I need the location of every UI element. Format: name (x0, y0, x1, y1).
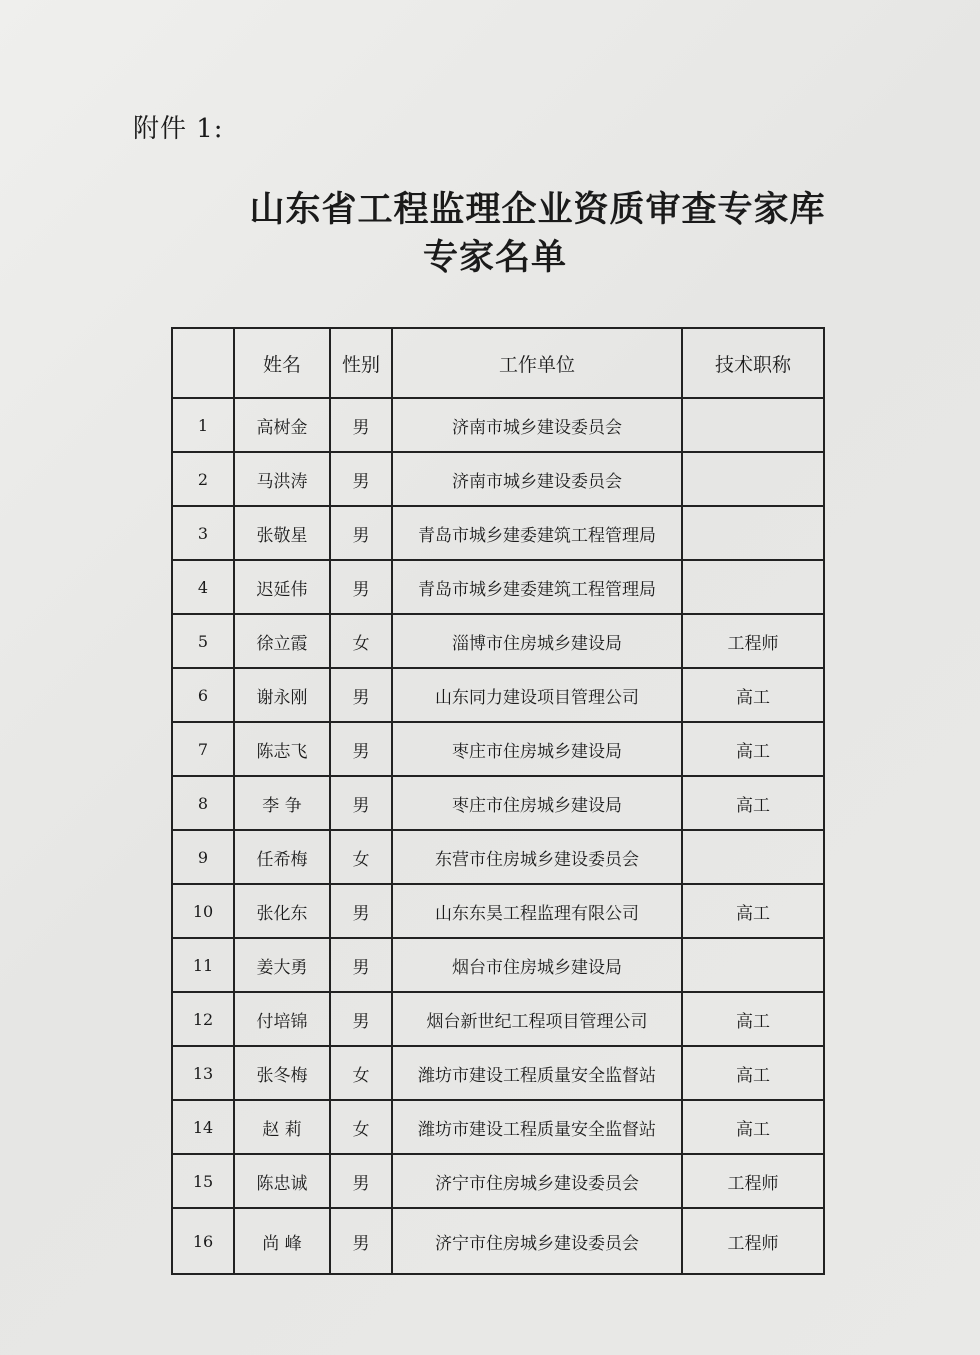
cell-organization: 枣庄市住房城乡建设局 (392, 722, 682, 776)
cell-professional-title: 工程师 (682, 614, 824, 668)
cell-name: 尚 峰 (234, 1208, 330, 1274)
cell-number: 10 (172, 884, 234, 938)
cell-professional-title: 高工 (682, 1046, 824, 1100)
cell-organization: 淄博市住房城乡建设局 (392, 614, 682, 668)
table-row (172, 452, 824, 506)
cell-organization: 济南市城乡建设委员会 (392, 398, 682, 452)
cell-number: 12 (172, 992, 234, 1046)
cell-name: 张冬梅 (234, 1046, 330, 1100)
table-row (172, 1046, 824, 1100)
table-row (172, 1100, 824, 1154)
cell-professional-title (682, 938, 824, 992)
cell-gender: 男 (330, 992, 392, 1046)
cell-organization: 青岛市城乡建委建筑工程管理局 (392, 560, 682, 614)
cell-name: 陈忠诚 (234, 1154, 330, 1208)
cell-number: 13 (172, 1046, 234, 1100)
cell-number: 9 (172, 830, 234, 884)
cell-professional-title (682, 452, 824, 506)
cell-name: 姜大勇 (234, 938, 330, 992)
cell-professional-title (682, 506, 824, 560)
cell-name: 高树金 (234, 398, 330, 452)
cell-name: 迟延伟 (234, 560, 330, 614)
cell-number: 6 (172, 668, 234, 722)
table-row (172, 992, 824, 1046)
cell-gender: 男 (330, 668, 392, 722)
header-organization: 工作单位 (392, 328, 682, 398)
cell-gender: 女 (330, 1100, 392, 1154)
cell-number: 1 (172, 398, 234, 452)
table-row (172, 1208, 824, 1274)
cell-organization: 山东同力建设项目管理公司 (392, 668, 682, 722)
cell-number: 3 (172, 506, 234, 560)
cell-gender: 男 (330, 722, 392, 776)
cell-gender: 女 (330, 614, 392, 668)
cell-gender: 男 (330, 938, 392, 992)
cell-gender: 男 (330, 776, 392, 830)
cell-number: 7 (172, 722, 234, 776)
cell-gender: 男 (330, 1154, 392, 1208)
cell-professional-title: 工程师 (682, 1208, 824, 1274)
table-row (172, 1154, 824, 1208)
cell-number: 11 (172, 938, 234, 992)
cell-number: 8 (172, 776, 234, 830)
cell-name: 李 争 (234, 776, 330, 830)
cell-name: 马洪涛 (234, 452, 330, 506)
cell-name: 张化东 (234, 884, 330, 938)
cell-name: 谢永刚 (234, 668, 330, 722)
cell-organization: 烟台新世纪工程项目管理公司 (392, 992, 682, 1046)
cell-professional-title: 高工 (682, 992, 824, 1046)
cell-organization: 山东东昊工程监理有限公司 (392, 884, 682, 938)
cell-number: 5 (172, 614, 234, 668)
cell-gender: 男 (330, 506, 392, 560)
cell-name: 赵 莉 (234, 1100, 330, 1154)
table-row (172, 398, 824, 452)
cell-name: 陈志飞 (234, 722, 330, 776)
cell-professional-title: 高工 (682, 1100, 824, 1154)
cell-gender: 女 (330, 830, 392, 884)
cell-name: 付培锦 (234, 992, 330, 1046)
cell-organization: 潍坊市建设工程质量安全监督站 (392, 1100, 682, 1154)
cell-gender: 男 (330, 560, 392, 614)
cell-professional-title: 工程师 (682, 1154, 824, 1208)
cell-organization: 东营市住房城乡建设委员会 (392, 830, 682, 884)
attachment-label: 附件 1: (133, 114, 224, 144)
cell-organization: 青岛市城乡建委建筑工程管理局 (392, 506, 682, 560)
header-gender: 性别 (330, 328, 392, 398)
document-title: 山东省工程监理企业资质审查专家库 (249, 189, 826, 230)
expert-list-table (171, 327, 825, 1275)
cell-professional-title (682, 560, 824, 614)
cell-professional-title: 高工 (682, 776, 824, 830)
cell-name: 张敬星 (234, 506, 330, 560)
document-subtitle: 专家名单 (422, 237, 567, 278)
cell-number: 15 (172, 1154, 234, 1208)
cell-professional-title: 高工 (682, 668, 824, 722)
cell-gender: 女 (330, 1046, 392, 1100)
table-row (172, 560, 824, 614)
cell-number: 14 (172, 1100, 234, 1154)
table-header-row (172, 328, 824, 398)
table-row (172, 776, 824, 830)
header-name: 姓名 (234, 328, 330, 398)
cell-professional-title (682, 398, 824, 452)
header-number (172, 328, 234, 398)
table-row (172, 938, 824, 992)
cell-gender: 男 (330, 398, 392, 452)
cell-organization: 济宁市住房城乡建设委员会 (392, 1208, 682, 1274)
table-row (172, 884, 824, 938)
header-professional-title: 技术职称 (682, 328, 824, 398)
cell-professional-title (682, 830, 824, 884)
cell-name: 徐立霞 (234, 614, 330, 668)
cell-number: 2 (172, 452, 234, 506)
cell-professional-title: 高工 (682, 722, 824, 776)
table-row (172, 614, 824, 668)
cell-organization: 枣庄市住房城乡建设局 (392, 776, 682, 830)
cell-organization: 烟台市住房城乡建设局 (392, 938, 682, 992)
table-row (172, 506, 824, 560)
table-row (172, 668, 824, 722)
cell-organization: 潍坊市建设工程质量安全监督站 (392, 1046, 682, 1100)
cell-gender: 男 (330, 1208, 392, 1274)
cell-number: 4 (172, 560, 234, 614)
cell-professional-title: 高工 (682, 884, 824, 938)
table-row (172, 830, 824, 884)
table-row (172, 722, 824, 776)
cell-name: 任希梅 (234, 830, 330, 884)
cell-organization: 济宁市住房城乡建设委员会 (392, 1154, 682, 1208)
cell-gender: 男 (330, 884, 392, 938)
cell-number: 16 (172, 1208, 234, 1274)
cell-gender: 男 (330, 452, 392, 506)
cell-organization: 济南市城乡建设委员会 (392, 452, 682, 506)
